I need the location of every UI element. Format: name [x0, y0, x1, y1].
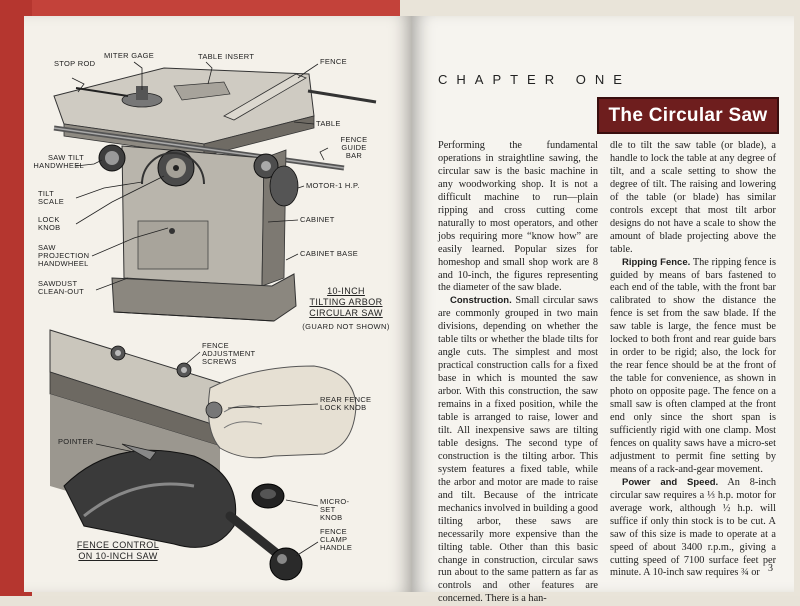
label-lock-knob: LOCK KNOB [38, 215, 61, 232]
fence-caption [68, 540, 168, 562]
label-sawdust-clean-out: SAWDUST CLEAN-OUT [38, 279, 85, 296]
text-column-1 [438, 140, 598, 606]
label-pointer: POINTER [58, 437, 94, 446]
saw-caption-note: (GUARD NOT SHOWN) [302, 322, 390, 331]
ripping-heading: Ripping Fence. [622, 256, 691, 268]
construction-heading: Construction. [450, 295, 512, 307]
label-fence: FENCE [320, 57, 347, 66]
label-cabinet: CABINET [300, 215, 335, 224]
label-miter-gage: MITER GAGE [104, 51, 155, 60]
saw-caption-line2: TILTING ARBOR [309, 297, 383, 307]
label-tilt-scale: TILT SCALE [38, 189, 65, 206]
construction-paragraph [438, 295, 598, 606]
intro-paragraph: Performing the fundamental operations in straightline sawing, the circular saw is the basic machine in any woodworking shop. It is not a difficult machine to run—plain ripping and cross cutting come naturally to most operators, and other jobs requiring more “know how” are easily learned. Popular sizes for homeshop and small shop work are 8 and 10-inch, the figures representing the diameter of the saw blade. [438, 140, 598, 294]
saw-caption-line3: CIRCULAR SAW [309, 308, 383, 318]
label-stop-rod: STOP ROD [54, 59, 96, 68]
label-fence-adjustment-screws: FENCE ADJUSTMENT SCREWS [202, 341, 256, 366]
table-saw-illustration [54, 68, 376, 321]
label-table: TABLE [316, 119, 341, 128]
label-fence-clamp-handle: FENCE CLAMP HANDLE [320, 527, 353, 552]
label-saw-projection-handwheel: SAW PROJECTION HANDWHEEL [38, 243, 90, 268]
ripping-paragraph [610, 257, 776, 477]
label-micro-set-knob: MICRO-SET KNOB [320, 497, 350, 522]
text-column-2 [610, 140, 776, 580]
saw-caption-line1: 10-INCH [327, 286, 365, 296]
label-saw-tilt-handwheel: SAW TILT HANDWHEEL [33, 153, 84, 170]
power-text: An 8-inch circular saw requires a ⅓ h.p. motor for average work, although ½ h.p. will suffice if only thin stock is to be cut. A saw of this size is made to operate at a speed of about 3400 r.p.m., giving a cutting speed of 7100 surface feet per minute. A 10-inch saw requires ¾ or [610, 476, 776, 579]
fence-caption-line2: ON 10-INCH SAW [78, 551, 158, 561]
page-number: 3 [768, 563, 773, 574]
label-table-insert: TABLE INSERT [198, 52, 255, 61]
left-page [24, 16, 412, 592]
chapter-title: The Circular Saw [597, 97, 779, 134]
fence-caption-line1: FENCE CONTROL [76, 540, 160, 550]
label-fence-guide-bar: FENCE GUIDE BAR [340, 135, 368, 160]
construction-text: Small circular saws are commonly grouped in two main divisions, depending on whether the table tilts or whether the blade tilts for angle cuts. The simplest and most practical construction calls for a fixed base in which is mounted the saw arbor. With this construction, the saw remains in a fixed position, while the table is arranged to raise, lower and tilt. All inexpensive saws are tilting table designs. The second type of construction is the tilting arbor. This system features a fixed table, while the arbor and motor are made to raise and tilt. Because of the intricate mechanics involved in building a good tilting arbor, these saws are necessarily more expensive than the tilting table. Other than this basic change in construction, circular saws run about to the same pattern as far as controls and other features are concerned. There is a han- [438, 295, 599, 605]
label-rear-fence-lock-knob: REAR FENCE LOCK KNOB [320, 395, 372, 412]
power-paragraph [610, 477, 776, 581]
ripping-text: The ripping fence is guided by means of bars fastened to each end of the table, with the front bar calibrated to show the distance the fence is set from the saw blade. If the saw table is large, the fence must be locked to both front and rear guide bars in order to be rigid; also, the lock for the rear fence should be at the front of the table for convenience, as shown in photo on opposite page. The fence on a small saw is often clamped at the front end only since the short span is sufficiently rigid with one clamp. Most fences on quality saws have a micro-set adjustment to permit fine setting by means of a rack-and-gear movement. [610, 256, 777, 475]
label-cabinet-base: CABINET BASE [300, 249, 359, 258]
chapter-heading: CHAPTER ONE [438, 72, 631, 87]
saw-caption [286, 286, 406, 332]
controls-paragraph: dle to tilt the saw table (or blade), a handle to lock the table at any degree of tilt, and a scale setting to show the degree of tilt. The raising and lowering of the table (or blade) has similar controls except that most tilt arbor designs do not have a scale to show the amount of blade projecting above the table. [610, 140, 776, 255]
power-heading: Power and Speed. [622, 476, 719, 488]
label-motor: MOTOR-1 H.P. [306, 181, 360, 190]
